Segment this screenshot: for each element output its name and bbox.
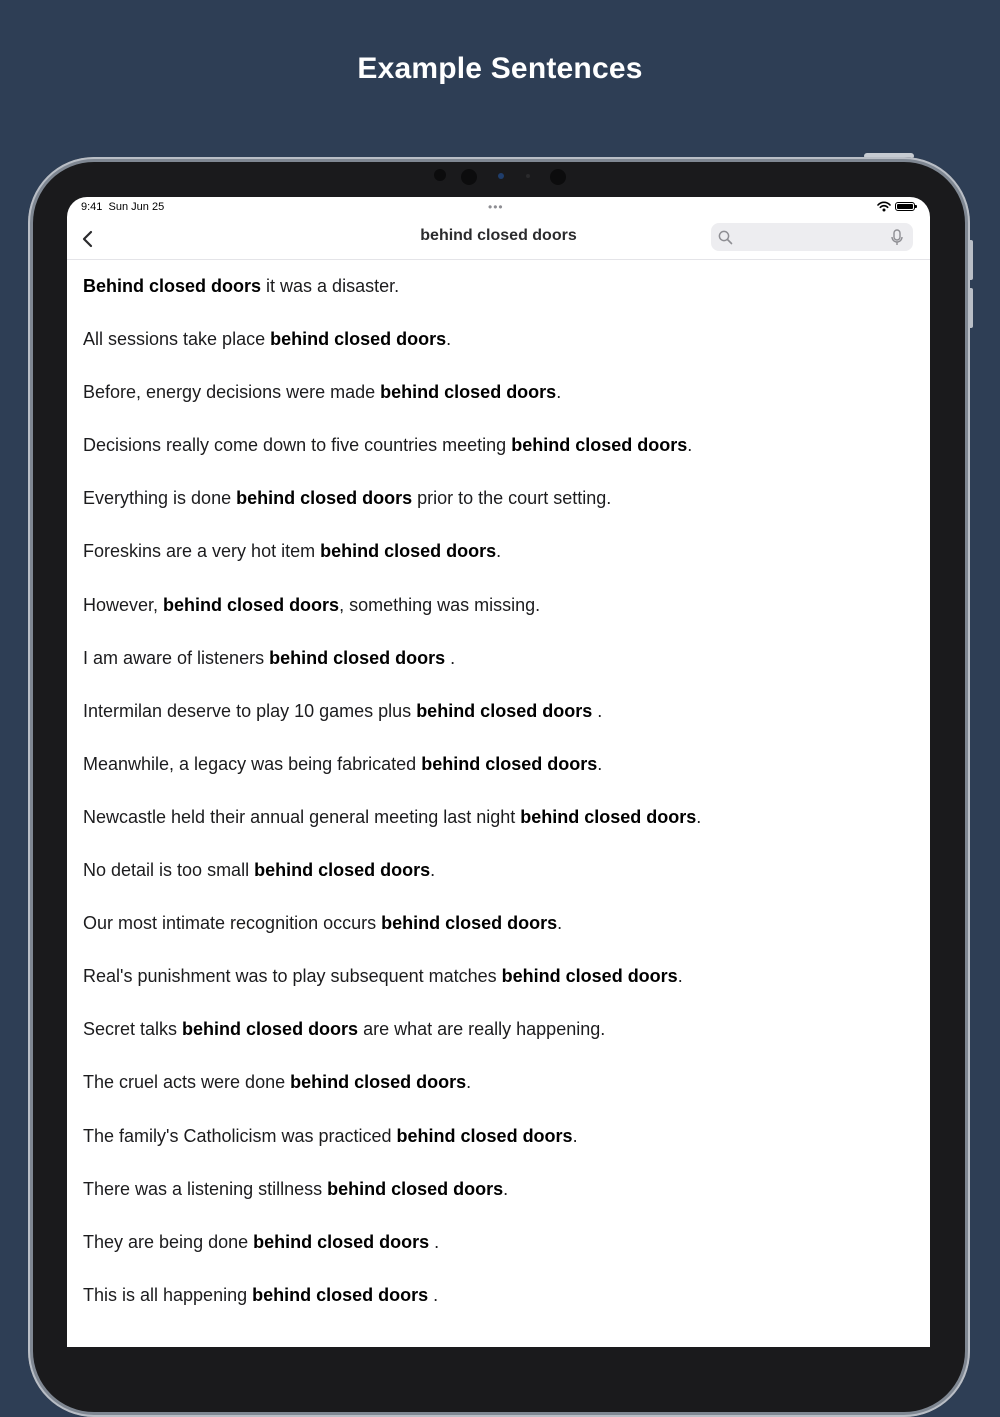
sentence-text-after: . xyxy=(592,700,603,721)
sentence-item[interactable] xyxy=(83,1072,701,1125)
sentence-highlight: behind closed doors xyxy=(236,488,413,509)
sentence-highlight: behind closed doors xyxy=(327,1178,504,1199)
sentence-text-before: The family's Catholicism was practiced xyxy=(83,1125,397,1146)
sentence-text-before: They are being done xyxy=(83,1231,254,1252)
sentence-highlight: behind closed doors xyxy=(511,435,688,456)
sentence-highlight: behind closed doors xyxy=(520,806,697,827)
sentence-item[interactable] xyxy=(83,382,701,435)
sentence-text-before: Foreskins are a very hot item xyxy=(83,541,321,562)
sentence-highlight: behind closed doors xyxy=(320,541,497,562)
sentence-text-before: Intermilan deserve to play 10 games plus xyxy=(83,700,417,721)
sentence-text-before: The cruel acts were done xyxy=(83,1072,291,1093)
sentence-text-before: Our most intimate recognition occurs xyxy=(83,913,382,934)
search-icon xyxy=(718,230,733,245)
sentence-text-after: . xyxy=(597,753,603,774)
sentence-highlight: behind closed doors xyxy=(380,382,557,403)
navigation-bar xyxy=(67,215,930,260)
sentence-item[interactable] xyxy=(83,488,701,541)
page-title: behind closed doors xyxy=(420,227,577,244)
sentence-item[interactable] xyxy=(83,435,701,488)
sentence-highlight: behind closed doors xyxy=(163,594,340,615)
sentence-text-before: However, xyxy=(83,594,164,615)
sentence-text-after: . xyxy=(466,1072,472,1093)
sentence-text-after: . xyxy=(572,1125,578,1146)
promo-title: Example Sentences xyxy=(357,52,643,85)
search-input[interactable] xyxy=(739,227,883,249)
sentence-text-after: . xyxy=(696,806,702,827)
sentence-highlight: behind closed doors xyxy=(252,1284,429,1305)
sentence-text-after: . xyxy=(446,329,452,350)
sentence-text-after: . xyxy=(677,966,683,987)
sentence-text-after: . xyxy=(503,1178,509,1199)
sentence-text-before: All sessions take place xyxy=(83,329,271,350)
sensor-dot xyxy=(434,169,446,181)
sentence-highlight: behind closed doors xyxy=(501,966,678,987)
sentence-highlight: behind closed doors xyxy=(396,1125,573,1146)
sentence-text-before: Meanwhile, a legacy was being fabricated xyxy=(83,753,422,774)
sentence-item[interactable] xyxy=(83,701,701,754)
wifi-icon xyxy=(877,201,891,212)
sentence-text-after: . xyxy=(429,1231,440,1252)
camera-lens xyxy=(461,169,477,185)
sentence-text-after: . xyxy=(430,860,436,881)
sentence-list xyxy=(83,276,701,1338)
sentence-item[interactable] xyxy=(83,807,701,860)
sentence-item[interactable] xyxy=(83,966,701,1019)
sentence-text-before: This is all happening xyxy=(83,1284,253,1305)
sentence-highlight: behind closed doors xyxy=(254,860,431,881)
battery-icon xyxy=(895,202,915,211)
sentence-highlight: behind closed doors xyxy=(381,913,558,934)
sentence-text-before: Secret talks xyxy=(83,1019,183,1040)
status-time: 9:41 xyxy=(81,201,103,213)
sentence-text-after: . xyxy=(445,647,456,668)
sentence-text-before: There was a listening stillness xyxy=(83,1178,328,1199)
sentence-text-after: . xyxy=(557,913,563,934)
sentence-text-after: . xyxy=(687,435,693,456)
status-bar-time xyxy=(81,201,164,213)
mic-icon[interactable] xyxy=(891,229,903,246)
sentence-highlight: behind closed doors xyxy=(253,1231,430,1252)
sentence-text-before: Newcastle held their annual general meeting last night xyxy=(83,806,521,827)
sentence-text-before: Before, energy decisions were made xyxy=(83,382,381,403)
sentence-text-before: Real's punishment was to play subsequent matches xyxy=(83,966,502,987)
sentence-text-after: . xyxy=(556,382,562,403)
sentence-item[interactable] xyxy=(83,860,701,913)
sentence-highlight: behind closed doors xyxy=(270,329,447,350)
sentence-item[interactable] xyxy=(83,1232,701,1285)
app-screen xyxy=(67,197,930,1347)
sentence-highlight: behind closed doors xyxy=(290,1072,467,1093)
sentence-text-after: . xyxy=(428,1284,439,1305)
sentence-highlight: behind closed doors xyxy=(269,647,446,668)
sentence-item[interactable] xyxy=(83,1179,701,1232)
sentence-text-after: . xyxy=(496,541,502,562)
sentence-item[interactable] xyxy=(83,541,701,594)
sentence-text-after: are what are really happening. xyxy=(358,1019,606,1040)
sentence-text-before: Everything is done xyxy=(83,488,237,509)
sentence-item[interactable] xyxy=(83,1126,701,1179)
sentence-item[interactable] xyxy=(83,913,701,966)
sentence-text-before: Decisions really come down to five countries meeting xyxy=(83,435,512,456)
sentence-text-after: it was a disaster. xyxy=(261,276,400,296)
sentence-item[interactable] xyxy=(83,1019,701,1072)
ambient-sensor xyxy=(526,174,530,178)
sentence-text-before: No detail is too small xyxy=(83,860,255,881)
face-id-sensor xyxy=(550,169,566,185)
sentence-item[interactable] xyxy=(83,1285,701,1338)
sentence-highlight: behind closed doors xyxy=(421,753,598,774)
sentence-text-after: prior to the court setting. xyxy=(412,488,612,509)
sentence-item[interactable] xyxy=(83,276,701,329)
sentence-highlight: behind closed doors xyxy=(416,700,593,721)
sentence-item[interactable] xyxy=(83,754,701,807)
sentence-highlight: Behind closed doors xyxy=(83,276,262,296)
sentence-highlight: behind closed doors xyxy=(182,1019,359,1040)
search-field[interactable] xyxy=(711,223,913,251)
status-date: Sun Jun 25 xyxy=(108,201,165,213)
sentence-item[interactable] xyxy=(83,595,701,648)
sentence-text-before: I am aware of listeners xyxy=(83,647,270,668)
camera-indicator xyxy=(498,173,504,179)
sentence-item[interactable] xyxy=(83,648,701,701)
sentence-item[interactable] xyxy=(83,329,701,382)
sentence-text-after: , something was missing. xyxy=(339,594,541,615)
multitasking-dots[interactable]: ••• xyxy=(488,200,504,214)
